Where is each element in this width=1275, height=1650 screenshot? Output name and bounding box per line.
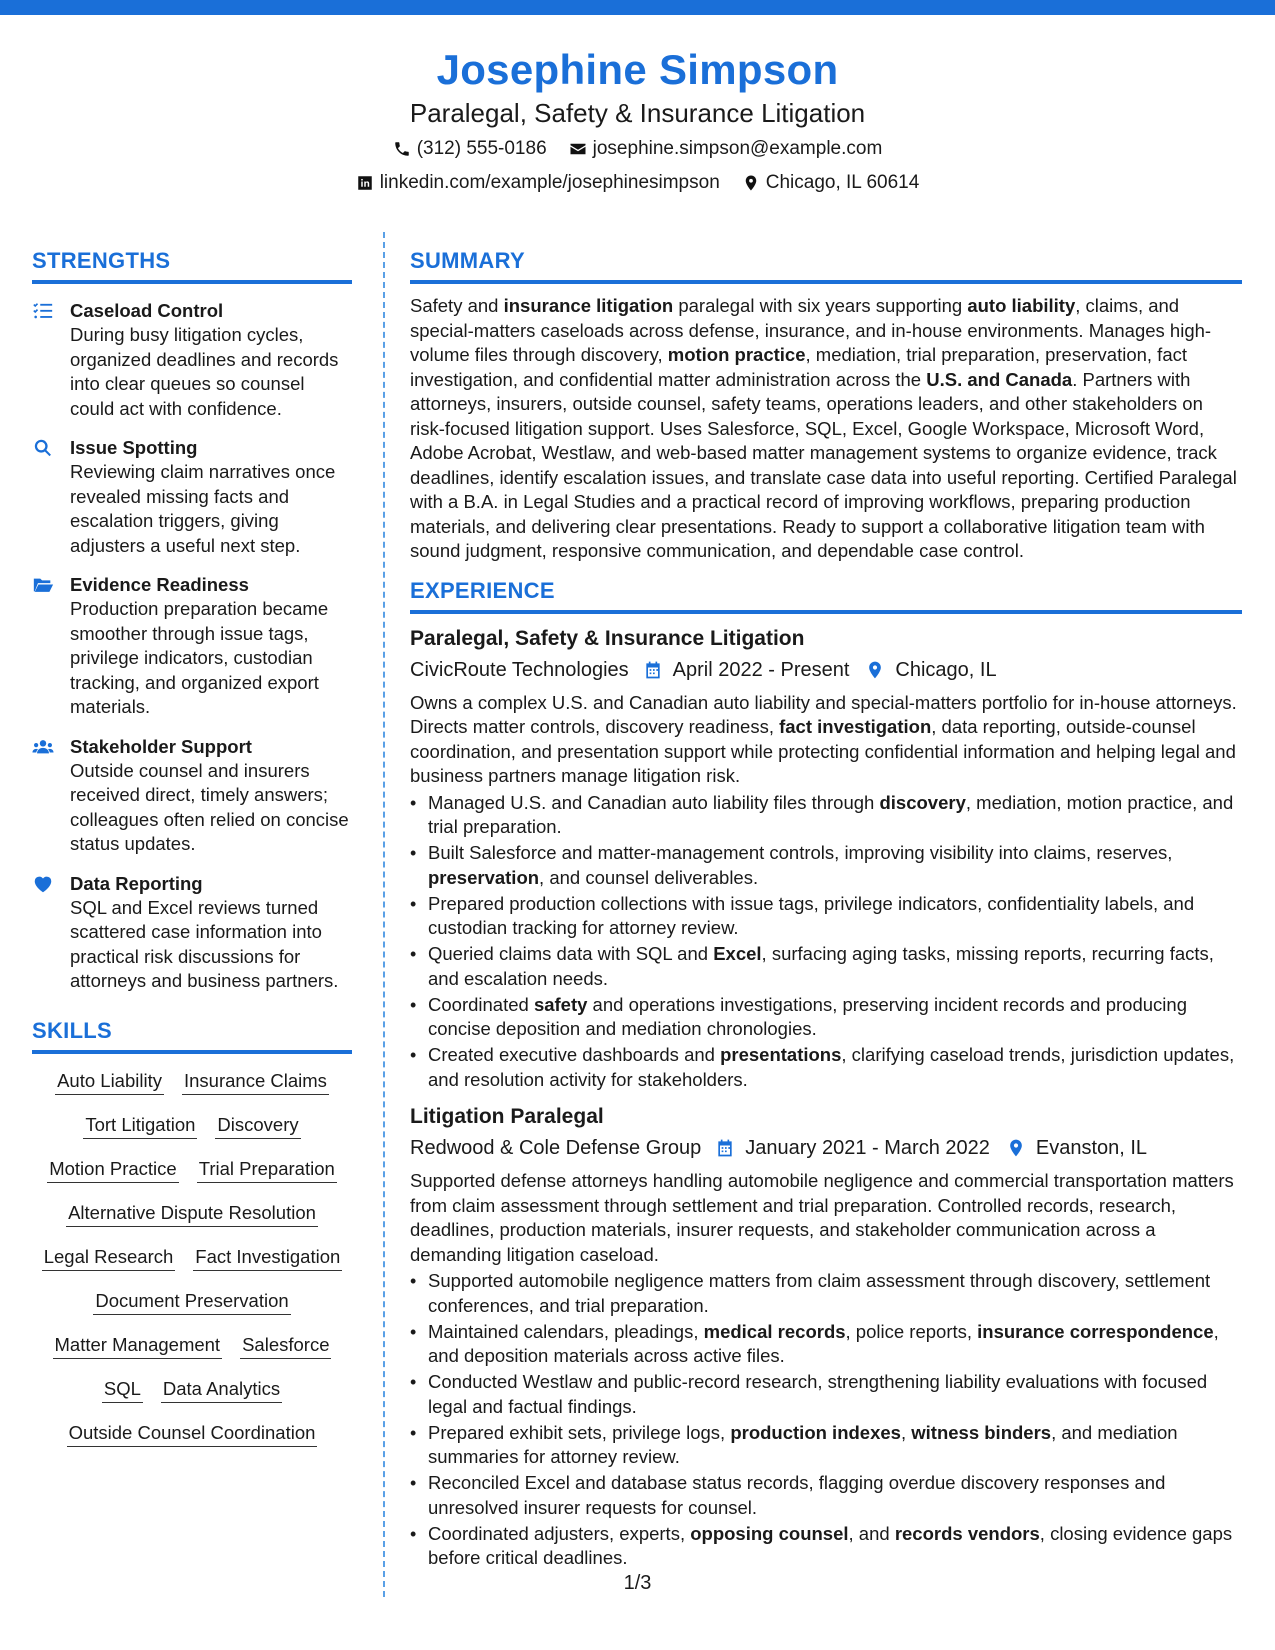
folder-open-icon	[32, 574, 54, 596]
text-segment: Supported automobile negligence matters from claim assessment through discovery, settlement conferences, and trial preparation.	[428, 1270, 1211, 1316]
bullet-item	[410, 1522, 1242, 1571]
phone-contact	[393, 134, 547, 164]
strength-title: Stakeholder Support	[70, 735, 252, 757]
heart-icon	[32, 873, 54, 895]
resume-header	[0, 44, 1275, 198]
strength-item	[32, 435, 352, 558]
strength-description: Outside counsel and insurers received direct, timely answers; colleagues often relied on concise status updates.	[70, 759, 349, 854]
text-segment: Conducted Westlaw and public-record research, strengthening liability evaluations with focused legal and factual findings.	[428, 1371, 1208, 1417]
page-number: 1/3	[623, 1572, 652, 1594]
emphasized-text: preservation	[428, 866, 540, 888]
map-pin-icon	[865, 660, 885, 680]
map-pin-icon	[1006, 1138, 1026, 1158]
skill-tag: Data Analytics	[161, 1376, 282, 1403]
skill-tag: Alternative Dispute Resolution	[66, 1200, 318, 1227]
emphasized-text: medical records	[703, 1320, 846, 1342]
emphasized-text: fact investigation	[779, 716, 932, 737]
job-bullets	[410, 791, 1242, 1093]
text-segment: Queried claims data with SQL and	[428, 943, 714, 964]
emphasized-text: auto liability	[967, 295, 1076, 316]
strength-description: Reviewing claim narratives once revealed missing facts and escalation triggers, giving adjusters a useful next step.	[70, 461, 336, 556]
emphasized-text: presentations	[720, 1044, 842, 1065]
job-meta	[410, 655, 1242, 685]
list-check-icon	[32, 300, 54, 322]
emphasized-text: opposing counsel	[690, 1522, 849, 1544]
text-segment: Prepared production collections with issue tags, privilege indicators, confidentiality labels, and custodian tracking for attorney review.	[428, 892, 1195, 938]
job-location-text: Evanston, IL	[1035, 1137, 1148, 1159]
text-segment: Built Salesforce and matter-management controls, improving visibility into claims, reserves,	[428, 842, 1173, 863]
text-segment: ,	[900, 1421, 912, 1443]
job-entry	[410, 1102, 1242, 1571]
skill-tag: Legal Research	[42, 1244, 176, 1271]
top-accent-bar	[0, 0, 1275, 15]
location-contact	[742, 168, 920, 198]
skill-tag: Insurance Claims	[182, 1068, 329, 1095]
text-segment: , claims, and special-matters caseloads across defense, insurance, and in-house environments. Manages high-volume files through discovery,	[410, 295, 1212, 365]
strength-title: Evidence Readiness	[70, 574, 249, 595]
skill-tag: Document Preservation	[93, 1288, 290, 1315]
skill-row	[83, 1112, 300, 1139]
job-meta	[410, 1133, 1242, 1163]
text-segment: and operations investigations, preserving incident records and producing concise deposition and mediation chronologies.	[428, 993, 1187, 1039]
skills-heading: SKILLS	[32, 1016, 352, 1054]
emphasized-text: discovery	[879, 791, 966, 813]
job-description	[410, 1169, 1242, 1267]
skill-tag: Fact Investigation	[193, 1244, 342, 1271]
emphasized-text: records vendors	[894, 1522, 1040, 1544]
job-location	[865, 655, 996, 685]
text-segment: . Partners with attorneys, insurers, outside counsel, safety teams, operations leaders, and other stakeholders on risk-focused litigation support. Uses Salesforce, SQL, Excel, Google Workspace, Microsoft Word, Adobe Acrobat, Westlaw, and web-based matter management systems to organize evidence, track deadlines, identify escalation issues, and translate case data into useful reporting. Certified Paralegal with a B.A. in Legal Studies and a practical record of improving workflows, preparing production materials, and delivering clear presentations. Ready to support a collaborative litigation team with sound judgment, responsive communication, and dependable case control.	[410, 368, 1237, 561]
strength-description: Production preparation became smoother through issue tags, privilege indicators, custodian tracking, and organized export materials.	[70, 598, 329, 717]
job-dates-text: January 2021 - March 2022	[745, 1137, 990, 1159]
summary-paragraph	[410, 294, 1242, 564]
search-icon	[32, 437, 54, 459]
envelope-icon	[569, 140, 587, 158]
skill-tag: Outside Counsel Coordination	[67, 1420, 318, 1447]
skill-tag: Auto Liability	[55, 1068, 164, 1095]
bullet-item	[410, 1370, 1242, 1419]
text-segment: , and counsel deliverables.	[539, 866, 759, 888]
job-entry	[410, 624, 1242, 1093]
skill-tag: Discovery	[215, 1112, 300, 1139]
text-segment: , and deposition materials across active files.	[428, 1320, 1219, 1366]
skill-tag: Matter Management	[53, 1332, 223, 1359]
job-location-text: Chicago, IL	[895, 658, 997, 681]
bullet-item	[410, 1421, 1242, 1470]
skill-tag: Tort Litigation	[83, 1112, 197, 1139]
experience-heading: EXPERIENCE	[410, 576, 1242, 614]
job-dates	[643, 655, 850, 685]
summary-heading: SUMMARY	[410, 246, 1242, 284]
skill-row	[55, 1068, 329, 1095]
text-segment: Safety and	[410, 295, 504, 316]
text-segment: Prepared exhibit sets, privilege logs,	[428, 1421, 731, 1443]
job-company: Redwood & Cole Defense Group	[410, 1137, 702, 1159]
strength-item	[32, 871, 352, 994]
strength-item	[32, 734, 352, 857]
strength-title: Data Reporting	[70, 872, 203, 894]
text-segment: Maintained calendars, pleadings,	[428, 1320, 704, 1342]
contact-row-1	[0, 134, 1275, 164]
job-location	[1006, 1133, 1147, 1163]
job-bullets	[410, 1269, 1242, 1571]
text-segment: Managed U.S. and Canadian auto liability files through	[428, 791, 880, 813]
skill-row	[42, 1244, 343, 1271]
experience-list	[410, 624, 1242, 1571]
strength-item	[32, 298, 352, 421]
skill-row	[93, 1288, 290, 1315]
emphasized-text: motion practice	[667, 344, 806, 365]
skill-row	[53, 1332, 332, 1359]
strength-item	[32, 572, 352, 720]
emphasized-text: U.S. and Canada	[926, 368, 1073, 390]
bullet-item	[410, 1269, 1242, 1318]
candidate-title: Paralegal, Safety & Insurance Litigation	[409, 98, 866, 128]
calendar-icon	[643, 660, 663, 680]
skill-tag: SQL	[102, 1376, 143, 1403]
text-segment: Reconciled Excel and database status records, flagging overdue discovery responses and unresolved insurer requests for counsel.	[428, 1472, 1166, 1518]
emphasized-text: production indexes	[730, 1421, 901, 1443]
phone-text: (312) 555-0186	[416, 138, 547, 159]
map-pin-icon	[742, 174, 760, 192]
right-column	[410, 246, 1242, 1572]
bullet-item	[410, 1043, 1242, 1092]
linkedin-icon	[356, 174, 374, 192]
email-text[interactable]: josephine.simpson@example.com	[592, 138, 883, 159]
text-segment: , and	[848, 1522, 895, 1544]
bullet-item	[410, 942, 1242, 991]
strength-title: Caseload Control	[70, 300, 224, 321]
job-description	[410, 691, 1242, 789]
text-segment: , clarifying caseload trends, jurisdiction updates, and resolution activity for stakeholders.	[428, 1044, 1235, 1090]
bullet-item	[410, 1471, 1242, 1520]
strengths-heading: STRENGTHS	[32, 246, 352, 284]
job-dates	[715, 1133, 990, 1163]
bullet-item	[410, 993, 1242, 1042]
job-company: CivicRoute Technologies	[410, 658, 629, 681]
skill-row	[47, 1156, 337, 1183]
phone-icon	[393, 140, 411, 158]
strengths-list	[32, 298, 352, 994]
text-segment: , surfacing aging tasks, missing reports, recurring facts, and escalation needs.	[428, 943, 1214, 989]
email-contact[interactable]	[569, 134, 883, 164]
text-segment: Supported defense attorneys handling automobile negligence and commercial transportation matters from claim assessment through settlement and trial preparation. Controlled records, research, deadlines, production materials, insurer requests, and stakeholder communication across a demanding litigation caseload.	[410, 1170, 1234, 1265]
strength-description: SQL and Excel reviews turned scattered case information into practical risk discussions for attorneys and business partners.	[70, 896, 339, 991]
emphasized-text: insurance litigation	[503, 295, 674, 316]
emphasized-text: witness binders	[911, 1421, 1052, 1443]
bullet-item	[410, 1320, 1242, 1369]
location-text: Chicago, IL 60614	[765, 172, 920, 193]
text-segment: , police reports,	[845, 1320, 978, 1342]
strength-description: During busy litigation cycles, organized deadlines and records into clear queues so counsel could act with confidence.	[70, 324, 339, 419]
bullet-item	[410, 841, 1242, 890]
emphasized-text: Excel	[713, 943, 762, 964]
users-icon	[32, 736, 54, 758]
text-segment: , mediation, trial preparation, preservation, fact investigation, and confidential matter administration across the	[410, 344, 1187, 390]
text-segment: Coordinated	[428, 993, 534, 1015]
candidate-name: Josephine Simpson	[436, 46, 839, 93]
text-segment: , and mediation summaries for attorney review.	[428, 1421, 1178, 1467]
skill-row	[102, 1376, 282, 1403]
text-segment: , closing evidence gaps before critical deadlines.	[428, 1522, 1233, 1568]
skill-tag: Salesforce	[240, 1332, 331, 1359]
skills-list	[32, 1068, 352, 1447]
calendar-icon	[715, 1138, 735, 1158]
linkedin-contact[interactable]	[356, 168, 720, 198]
bullet-item	[410, 892, 1242, 941]
text-segment: paralegal with six years supporting	[673, 295, 968, 316]
job-title: Litigation Paralegal	[410, 1105, 604, 1128]
skill-row	[66, 1200, 318, 1227]
text-segment: , data reporting, outside-counsel coordination, and presentation support while protecting confidential information and helping legal and business partners manage litigation risk.	[410, 716, 1236, 786]
skill-row	[67, 1420, 318, 1447]
column-divider	[383, 232, 385, 1597]
job-dates-text: April 2022 - Present	[672, 658, 850, 681]
strength-title: Issue Spotting	[70, 437, 198, 458]
bullet-item	[410, 791, 1242, 840]
text-segment: , mediation, motion practice, and trial preparation.	[428, 791, 1234, 837]
skill-tag: Trial Preparation	[197, 1156, 337, 1183]
job-title: Paralegal, Safety & Insurance Litigation	[410, 626, 805, 650]
contact-row-2	[0, 168, 1275, 198]
text-segment: Owns a complex U.S. and Canadian auto liability and special-matters portfolio for in-house attorneys. Directs matter controls, discovery readiness,	[410, 691, 1237, 737]
text-segment: Coordinated adjusters, experts,	[428, 1522, 691, 1544]
skill-tag: Motion Practice	[47, 1156, 179, 1183]
emphasized-text: safety	[533, 993, 588, 1015]
text-segment: Created executive dashboards and	[428, 1044, 721, 1065]
emphasized-text: insurance correspondence	[977, 1320, 1214, 1342]
left-column	[32, 246, 352, 1447]
linkedin-text[interactable]: linkedin.com/example/josephinesimpson	[379, 172, 720, 193]
